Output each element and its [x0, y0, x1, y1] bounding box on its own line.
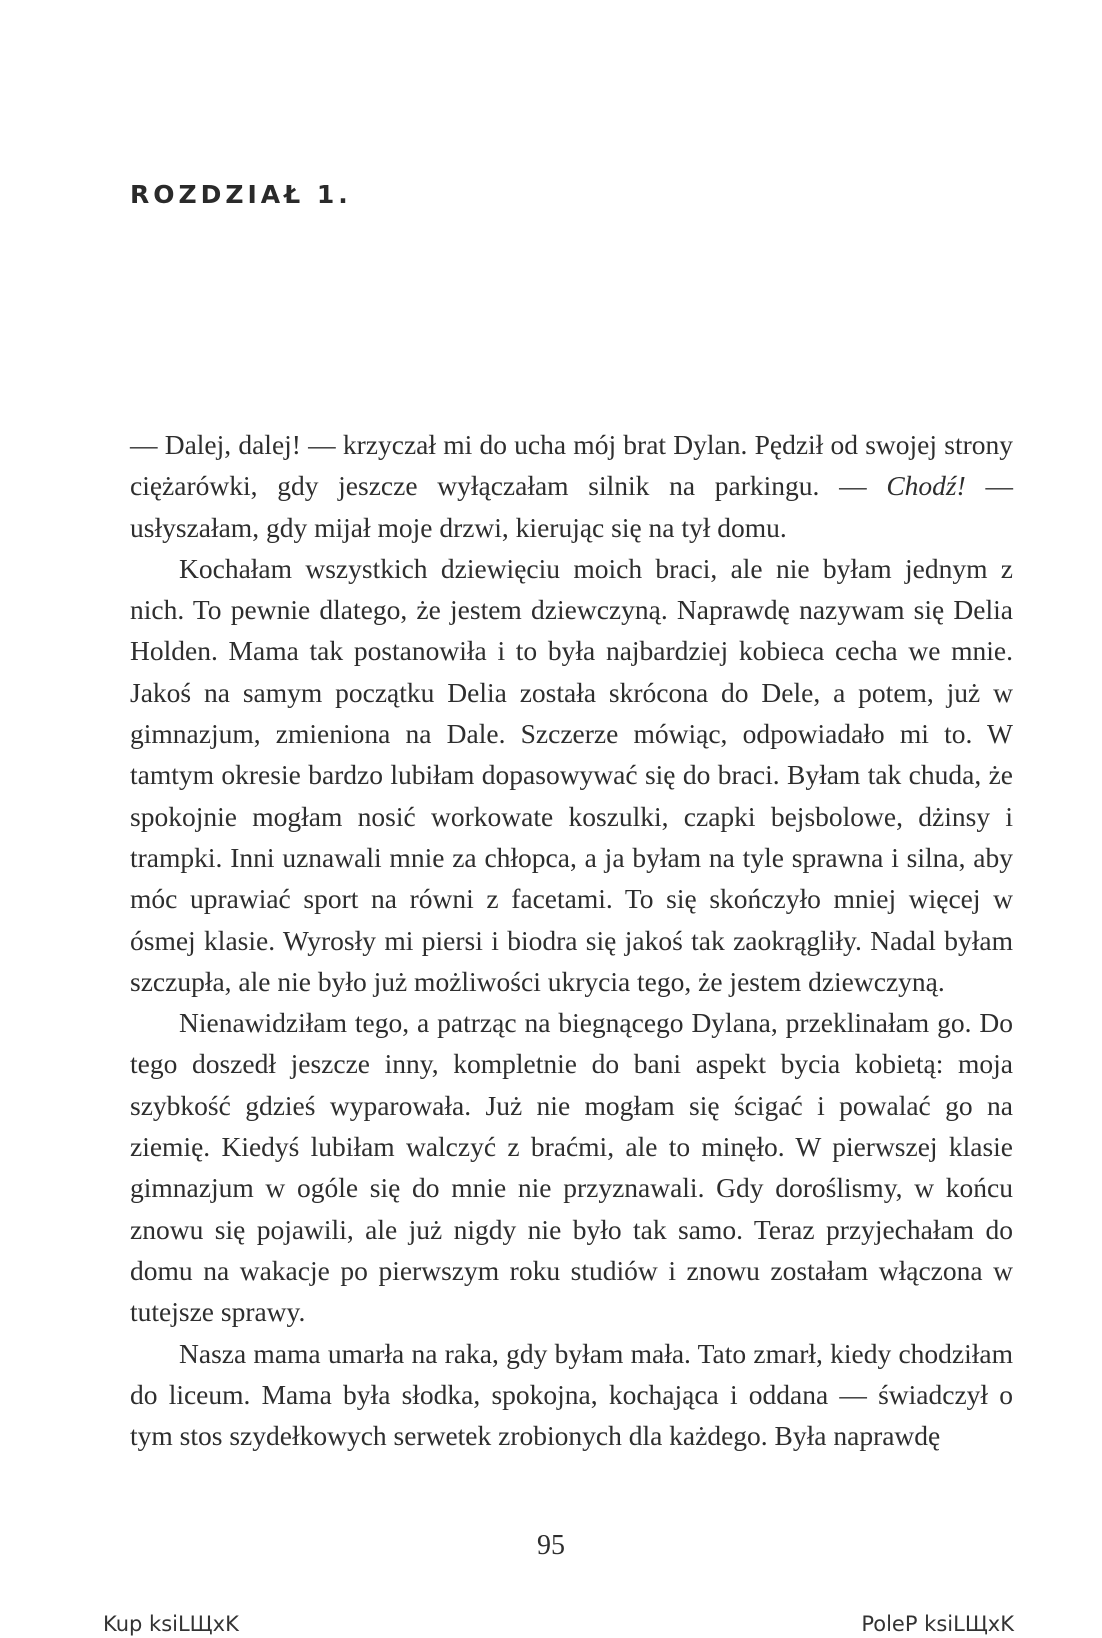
paragraph-1-italic: Chodź!: [886, 470, 966, 502]
paragraph-1-before: — Dalej, dalej! — krzyczał mi do ucha mój brat Dylan. Pędził od swojej strony ciężarówki, gdy jeszcze wyłączałam silnik na parkingu. —: [130, 429, 1013, 502]
footer-buy-book-link[interactable]: Kup ksiLЩxK: [103, 1612, 239, 1636]
chapter-title: ROZDZIAŁ 1.: [130, 180, 352, 209]
paragraph-1-after: — usłyszałam, gdy mijał moje drzwi, kierując się na tył domu.: [130, 470, 1014, 543]
paragraph-2: Kochałam wszystkich dziewięciu moich braci, ale nie byłam jednym z nich. To pewnie dlatego, że jestem dziewczyną. Naprawdę nazywam się Delia Holden. Mama tak postanowiła i to była najbardziej kobieca cecha we mnie. Jakoś na samym początku Delia została skrócona do Dele, a potem, już w gimnazjum, zmieniona na Dale. Szczerze mówiąc, odpowiadało mi to. W tamtym okresie bardzo lubiłam dopasowywać się do braci. Byłam tak chuda, że spokojnie mogłam nosić workowate koszulki, czapki bejsbolowe, dżinsy i trampki. Inni uznawali mnie za chłopca, a ja byłam na tyle sprawna i silna, aby móc uprawiać sport na równi z facetami. To się skończyło mniej więcej w ósmej klasie. Wyrosły mi piersi i biodra się jakoś tak zaokrągliły. Nadal byłam szczupła, ale nie było już możliwości ukrycia tego, że jestem dziewczyną.: [130, 552, 1013, 997]
page-number: 95: [537, 1530, 565, 1561]
paragraph-3: Nienawidziłam tego, a patrząc na biegnącego Dylana, przeklinałam go. Do tego doszedł jeszcze inny, kompletnie do bani aspekt bycia kobietą: moja szybkość gdzieś wyparowała. Już nie mogłam się ścigać i powalać go na ziemię. Kiedyś lubiłam walczyć z braćmi, ale to minęło. W pierwszej klasie gimnazjum w ogóle się do mnie nie przyznawali. Gdy doroślismy, w końcu znowu się pojawili, ale już nigdy nie było tak samo. Teraz przyjechałam do domu na wakacje po pierwszym roku studiów i znowu zostałam włączona w tutejsze sprawy.: [130, 1007, 1013, 1328]
body-text: [130, 424, 1013, 1456]
paragraph-1: [130, 424, 1013, 548]
paragraph-4: Nasza mama umarła na raka, gdy byłam mała. Tato zmarł, kiedy chodziłam do liceum. Mama była słodka, spokojna, kochająca i oddana — świadczył o tym stos szydełkowych serwetek zrobionych dla każdego. Była naprawdę: [130, 1337, 1013, 1452]
footer-recommend-book-link[interactable]: PoleP ksiLЩxK: [861, 1612, 1014, 1636]
